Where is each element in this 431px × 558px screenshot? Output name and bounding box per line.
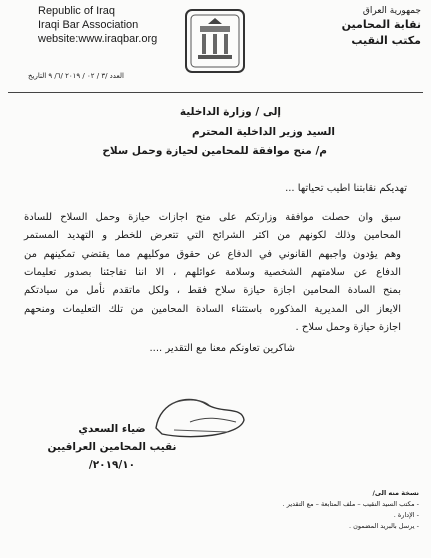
- body-line-6: الايعاز الى المديرية المذكوره باستثناء السادة المحامين من تلك التعليمات ومنحهم: [24, 304, 401, 315]
- header-divider: [8, 92, 423, 93]
- signatory-title: نقيب المحامين العراقيين: [47, 441, 177, 453]
- recipient-to-line: إلى / وزارة الداخلية: [179, 106, 281, 118]
- letterhead-en-title: Republic of Iraq: [38, 5, 116, 17]
- subject-line: م/ منح موافقة للمحامين لحيازة وحمل سلاح: [102, 145, 327, 157]
- reference-date-line: العدد /٣ / ٠٢ / ٢٠١٩ /٦/ ٩ التاريخ: [28, 72, 124, 80]
- greeting-line: تهديكم نقابتنا اطيب تحياتها ...: [285, 183, 407, 194]
- body-line-7: اجازة حيازة وحمل سلاح .: [295, 322, 401, 333]
- copy-to-heading: نسخة منه الى/: [372, 489, 419, 497]
- recipient-minister-line: السيد وزير الداخلية المحترم: [192, 126, 335, 138]
- copy-to-item-2: - الإدارة .: [393, 511, 419, 519]
- letterhead-en-subtitle: Iraqi Bar Association: [38, 19, 139, 31]
- signature-date: ٢٠١٩/١٠/: [88, 459, 136, 471]
- body-line-4: الدفاع عن سلامتهم الشخصية وسلامة عوائلهم ، الا اننا تفاجئنا بصدور تعليمات: [24, 267, 401, 278]
- letterhead-ar-country: جمهورية العراق: [362, 6, 421, 16]
- letterhead-ar-org: نقابة المحامين: [341, 18, 421, 31]
- body-line-5: بمنح السادة المحامين اجازة حيازة سلاح فقط ، ولكل ماتقدم نأمل من سيادتكم: [24, 285, 401, 296]
- letterhead-ar-office: مكتب النقيب: [351, 34, 421, 47]
- copy-to-item-3: - يرسل بالبريد المضمون .: [348, 522, 419, 530]
- signatory-name: ضياء السعدي: [78, 423, 146, 435]
- body-line-2: المحامين وذلك لكونهم من اكثر الشرائح التي تتعرض للخطر و التهديد المستمر: [24, 230, 401, 241]
- body-line-3: وهم يؤدون واجبهم القانوني في الدفاع عن حقوق موكليهم مما يقتضي تمكينهم من: [24, 249, 401, 260]
- body-line-1: سبق وان حصلت موافقة وزارتكم على منح اجازات حيازة وحمل السلاح للسادة: [24, 212, 401, 223]
- copy-to-item-1: - مكتب السيد النقيب – ملف المتابعة – مع التقدير .: [282, 500, 419, 508]
- closing-line: شاكرين تعاونكم معنا مع التقدير ....: [149, 343, 295, 354]
- bar-association-logo-icon: [182, 8, 248, 74]
- letterhead-website: website:www.iraqbar.org: [38, 33, 158, 45]
